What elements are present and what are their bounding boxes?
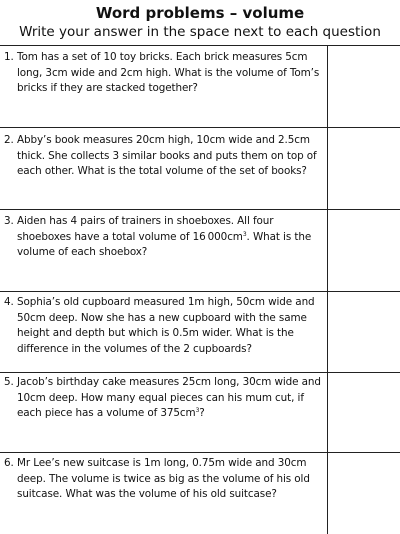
question-number: 5. bbox=[4, 376, 14, 388]
question-text: Tom has a set of 10 toy bricks. Each brick measures 5cm long, 3cm wide and 2cm high. What is the volume of Tom’s bricks if they are stacked together? bbox=[17, 51, 320, 94]
question-text-start: Jacob’s birthday cake measures 25cm long, 30cm wide and 10cm deep. How many equal pieces can his mum cut, if each piece has a volume of 375cm bbox=[17, 376, 321, 419]
worksheet-header bbox=[0, 0, 400, 41]
question-text: Mr Lee’s new suitcase is 1m long, 0.75m wide and 30cm deep. The volume is twice as big as the volume of his old suitcase. What was the volume of his old suitcase? bbox=[17, 457, 310, 500]
question-text bbox=[4, 375, 324, 422]
question-text-end: . What is the volume of each shoebox? bbox=[17, 230, 312, 258]
worksheet-instructions: Write your answer in the space next to each question bbox=[19, 24, 381, 40]
question-text: Abby’s book measures 20cm high, 10cm wide and 2.5cm thick. She collects 3 similar books and puts them on top of each other. What is the total volume of the set of books? bbox=[17, 134, 317, 177]
question-2 bbox=[4, 133, 324, 180]
answer-space-5[interactable] bbox=[328, 373, 400, 452]
question-number: 6. bbox=[4, 457, 14, 469]
cubed-superscript: 3 bbox=[195, 407, 200, 414]
question-text: Sophia’s old cupboard measured 1m high, 50cm wide and 50cm deep. Now she has a new cupboard with the same height and depth but which is 0.5m wider. What is the difference in the volumes of the 2 cupboards? bbox=[17, 296, 315, 355]
question-5 bbox=[4, 375, 324, 422]
question-3 bbox=[4, 214, 324, 261]
question-4 bbox=[4, 295, 324, 357]
cubed-superscript: 3 bbox=[242, 230, 247, 238]
question-number: 1. bbox=[4, 51, 14, 63]
question-number: 4. bbox=[4, 296, 14, 308]
question-text bbox=[4, 214, 324, 261]
answer-space-4[interactable] bbox=[328, 292, 400, 372]
answer-space-6[interactable] bbox=[328, 453, 400, 534]
question-text-start: Aiden has 4 pairs of trainers in shoeboxes. All four shoeboxes have a total volume of 16 000cm bbox=[17, 215, 274, 243]
worksheet-title: Word problems – volume bbox=[95, 4, 305, 22]
question-number: 3. bbox=[4, 215, 14, 227]
question-number: 2. bbox=[4, 134, 14, 146]
question-6 bbox=[4, 456, 324, 503]
answer-space-1[interactable] bbox=[328, 46, 400, 127]
question-1 bbox=[4, 50, 324, 97]
question-text-end: ? bbox=[199, 407, 205, 419]
answer-space-2[interactable] bbox=[328, 128, 400, 209]
question-grid bbox=[0, 45, 400, 534]
answer-space-3[interactable] bbox=[328, 210, 400, 291]
